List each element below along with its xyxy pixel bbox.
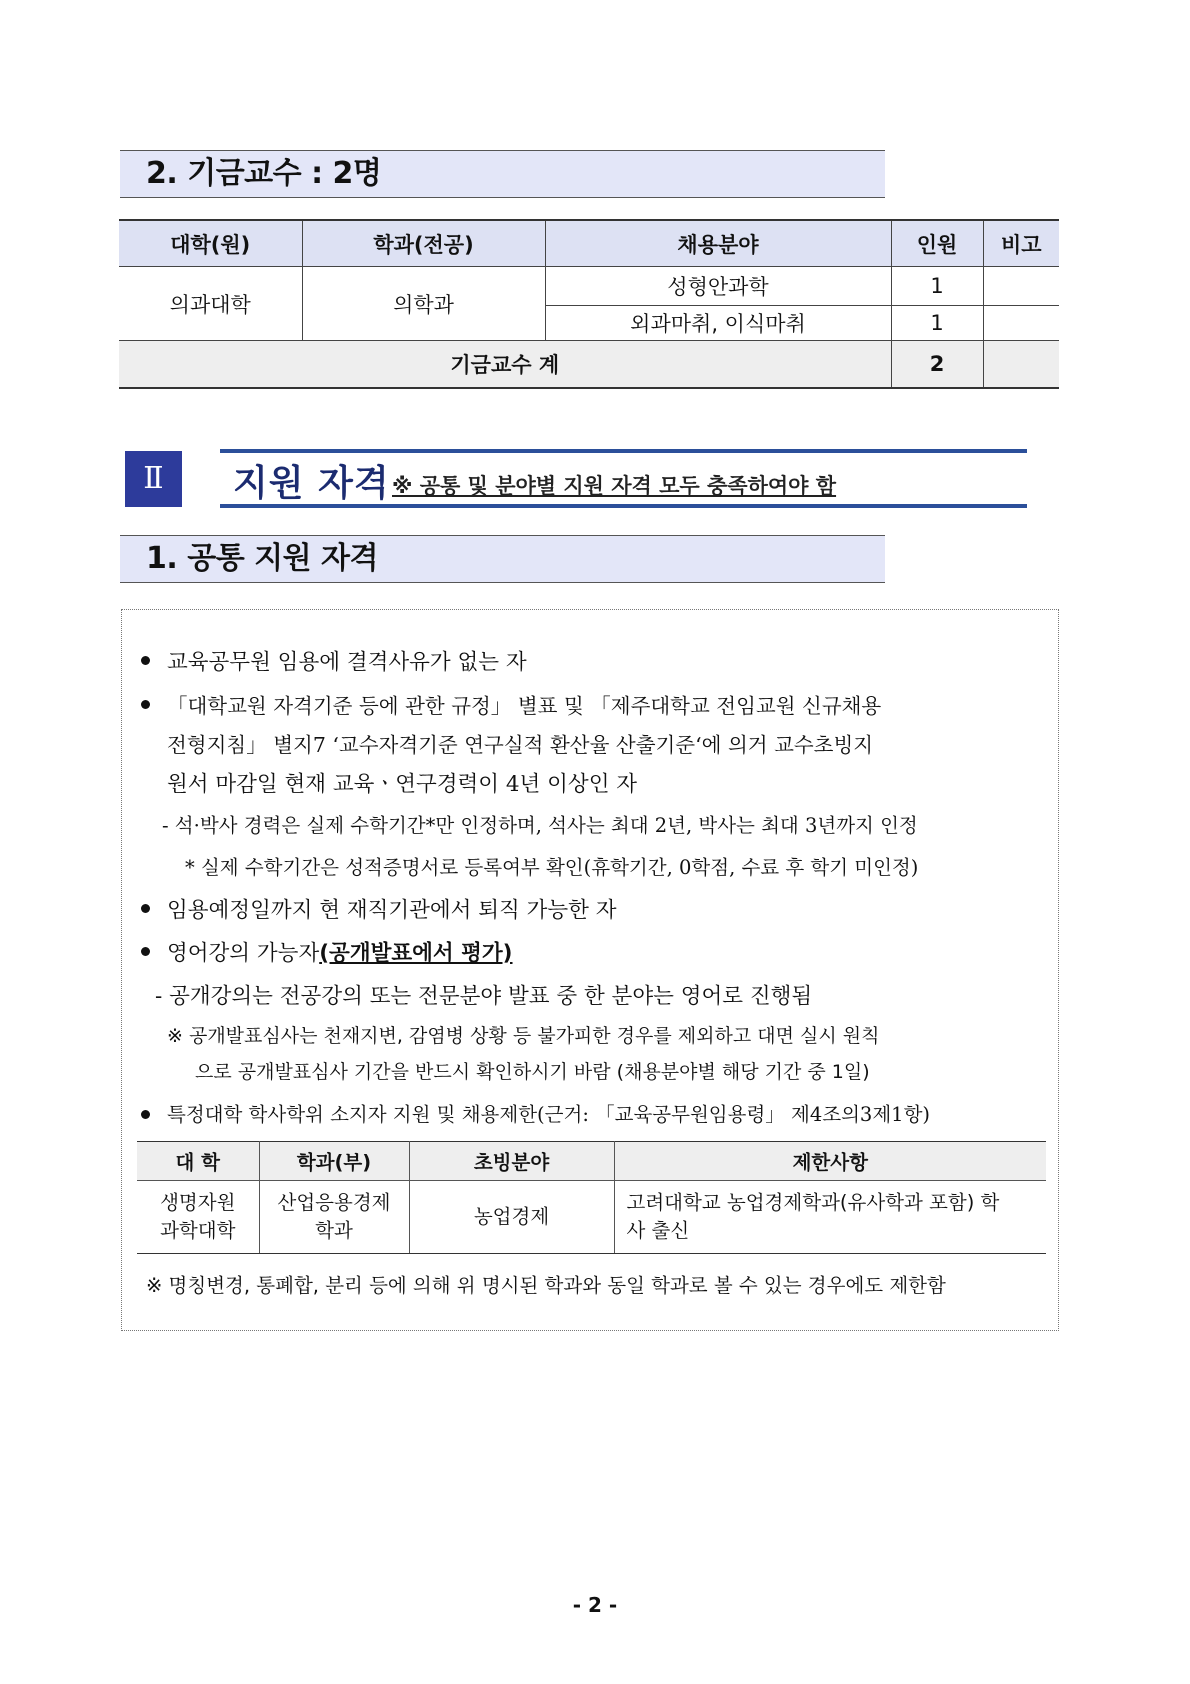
qualification-item-emphasis: (공개발표에서 평가): [319, 941, 513, 966]
department-cell: 의학과: [302, 267, 545, 341]
qualification-item-text: 영어강의 가능자: [167, 941, 320, 966]
header-department: 학과(부): [259, 1142, 409, 1181]
department-line: 산업응용경제: [277, 1191, 391, 1214]
field-cell: 농업경제: [409, 1181, 614, 1254]
bullet-icon: [141, 1110, 150, 1119]
bullet-icon: [141, 947, 150, 956]
qualification-footnote: * 실제 수학기간은 성적증명서로 등록여부 확인(휴학기간, 0학점, 수료 후 학기 미인정): [185, 856, 919, 879]
total-note: [983, 341, 1059, 389]
table-row: [137, 1181, 1046, 1254]
chapter-title: 지원 자격: [233, 463, 390, 504]
qualification-item: 교육공무원 임용에 결격사유가 없는 자: [167, 650, 527, 675]
header-note: 비고: [983, 220, 1059, 267]
college-line: 과학대학: [160, 1219, 236, 1242]
qualification-item: [167, 936, 513, 967]
field-cell: 외과마취, 이식마취: [545, 306, 891, 341]
total-label: 기금교수 계: [119, 341, 891, 389]
qualification-item: 임용예정일까지 현 재직기관에서 퇴직 가능한 자: [167, 898, 617, 923]
table-header-row: [137, 1142, 1046, 1181]
department-line: 학과: [315, 1219, 353, 1242]
bullet-icon: [141, 904, 150, 913]
header-department: 학과(전공): [302, 220, 545, 267]
section-title-common-qualifications: [120, 535, 885, 583]
qualification-item: 「대학교원 자격기준 등에 관한 규정」 별표 및 「제주대학교 전임교원 신규채용: [167, 694, 882, 718]
total-count: 2: [891, 341, 983, 389]
restriction-footnote: ※ 명칭변경, 통폐합, 분리 등에 의해 위 명시된 학과와 동일 학과로 볼 수 있는 경우에도 제한함: [146, 1274, 946, 1297]
qualification-item-cont: 전형지침」 별지7 ‘교수자격기준 연구실적 환산율 산출기준‘에 의거 교수초빙지: [167, 733, 874, 757]
restriction-cell: [614, 1181, 1046, 1254]
table-row: [119, 267, 1059, 306]
header-field: 채용분야: [545, 220, 891, 267]
college-cell: [137, 1181, 259, 1254]
chapter-note: ※ 공통 및 분야별 지원 자격 모두 충족하여야 함: [392, 474, 837, 498]
page-number: - 2 -: [572, 1593, 618, 1617]
qualification-subitem: - 공개강의는 전공강의 또는 전문분야 발표 중 한 분야는 영어로 진행됨: [155, 984, 813, 1009]
restriction-table: [137, 1141, 1046, 1254]
section-title-fund-professor: [120, 150, 885, 198]
field-cell: 성형안과학: [545, 267, 891, 306]
chapter-number-badge: Ⅱ: [125, 451, 182, 507]
header-college: 대학(원): [119, 220, 302, 267]
restriction-line: 사 출신: [626, 1219, 690, 1242]
section-title-text: 1. 공통 지원 자격: [146, 541, 378, 576]
qualification-item: 특정대학 학사학위 소지자 지원 및 채용제한(근거: 「교육공무원임용령」 제4조의3제1항): [167, 1103, 931, 1126]
college-cell: 의과대학: [119, 267, 302, 341]
header-field: 초빙분야: [409, 1142, 614, 1181]
fund-professor-table: [119, 219, 1059, 389]
table-header-row: [119, 220, 1059, 267]
bullet-icon: [141, 700, 150, 709]
note-cell: [983, 267, 1059, 306]
department-cell: [259, 1181, 409, 1254]
bullet-icon: [141, 656, 150, 665]
table-total-row: [119, 341, 1059, 389]
note-cell: [983, 306, 1059, 341]
count-cell: 1: [891, 267, 983, 306]
header-count: 인원: [891, 220, 983, 267]
section-title-text: 2. 기금교수 : 2명: [146, 156, 382, 191]
qualification-note-cont: 으로 공개발표심사 기간을 반드시 확인하시기 바람 (채용분야별 해당 기간 중 1일): [195, 1061, 870, 1083]
qualification-item-cont: 원서 마감일 현재 교육ㆍ연구경력이 4년 이상인 자: [167, 772, 638, 797]
count-cell: 1: [891, 306, 983, 341]
qualification-note: ※ 공개발표심사는 천재지변, 감염병 상황 등 불가피한 경우를 제외하고 대면 실시 원칙: [167, 1025, 880, 1047]
header-college: 대 학: [137, 1142, 259, 1181]
header-restriction: 제한사항: [614, 1142, 1046, 1181]
restriction-line: 고려대학교 농업경제학과(유사학과 포함) 학: [626, 1191, 1000, 1214]
college-line: 생명자원: [160, 1191, 236, 1214]
qualification-subitem: - 석·박사 경력은 실제 수학기간*만 인정하며, 석사는 최대 2년, 박사는 최대 3년까지 인정: [162, 814, 918, 837]
